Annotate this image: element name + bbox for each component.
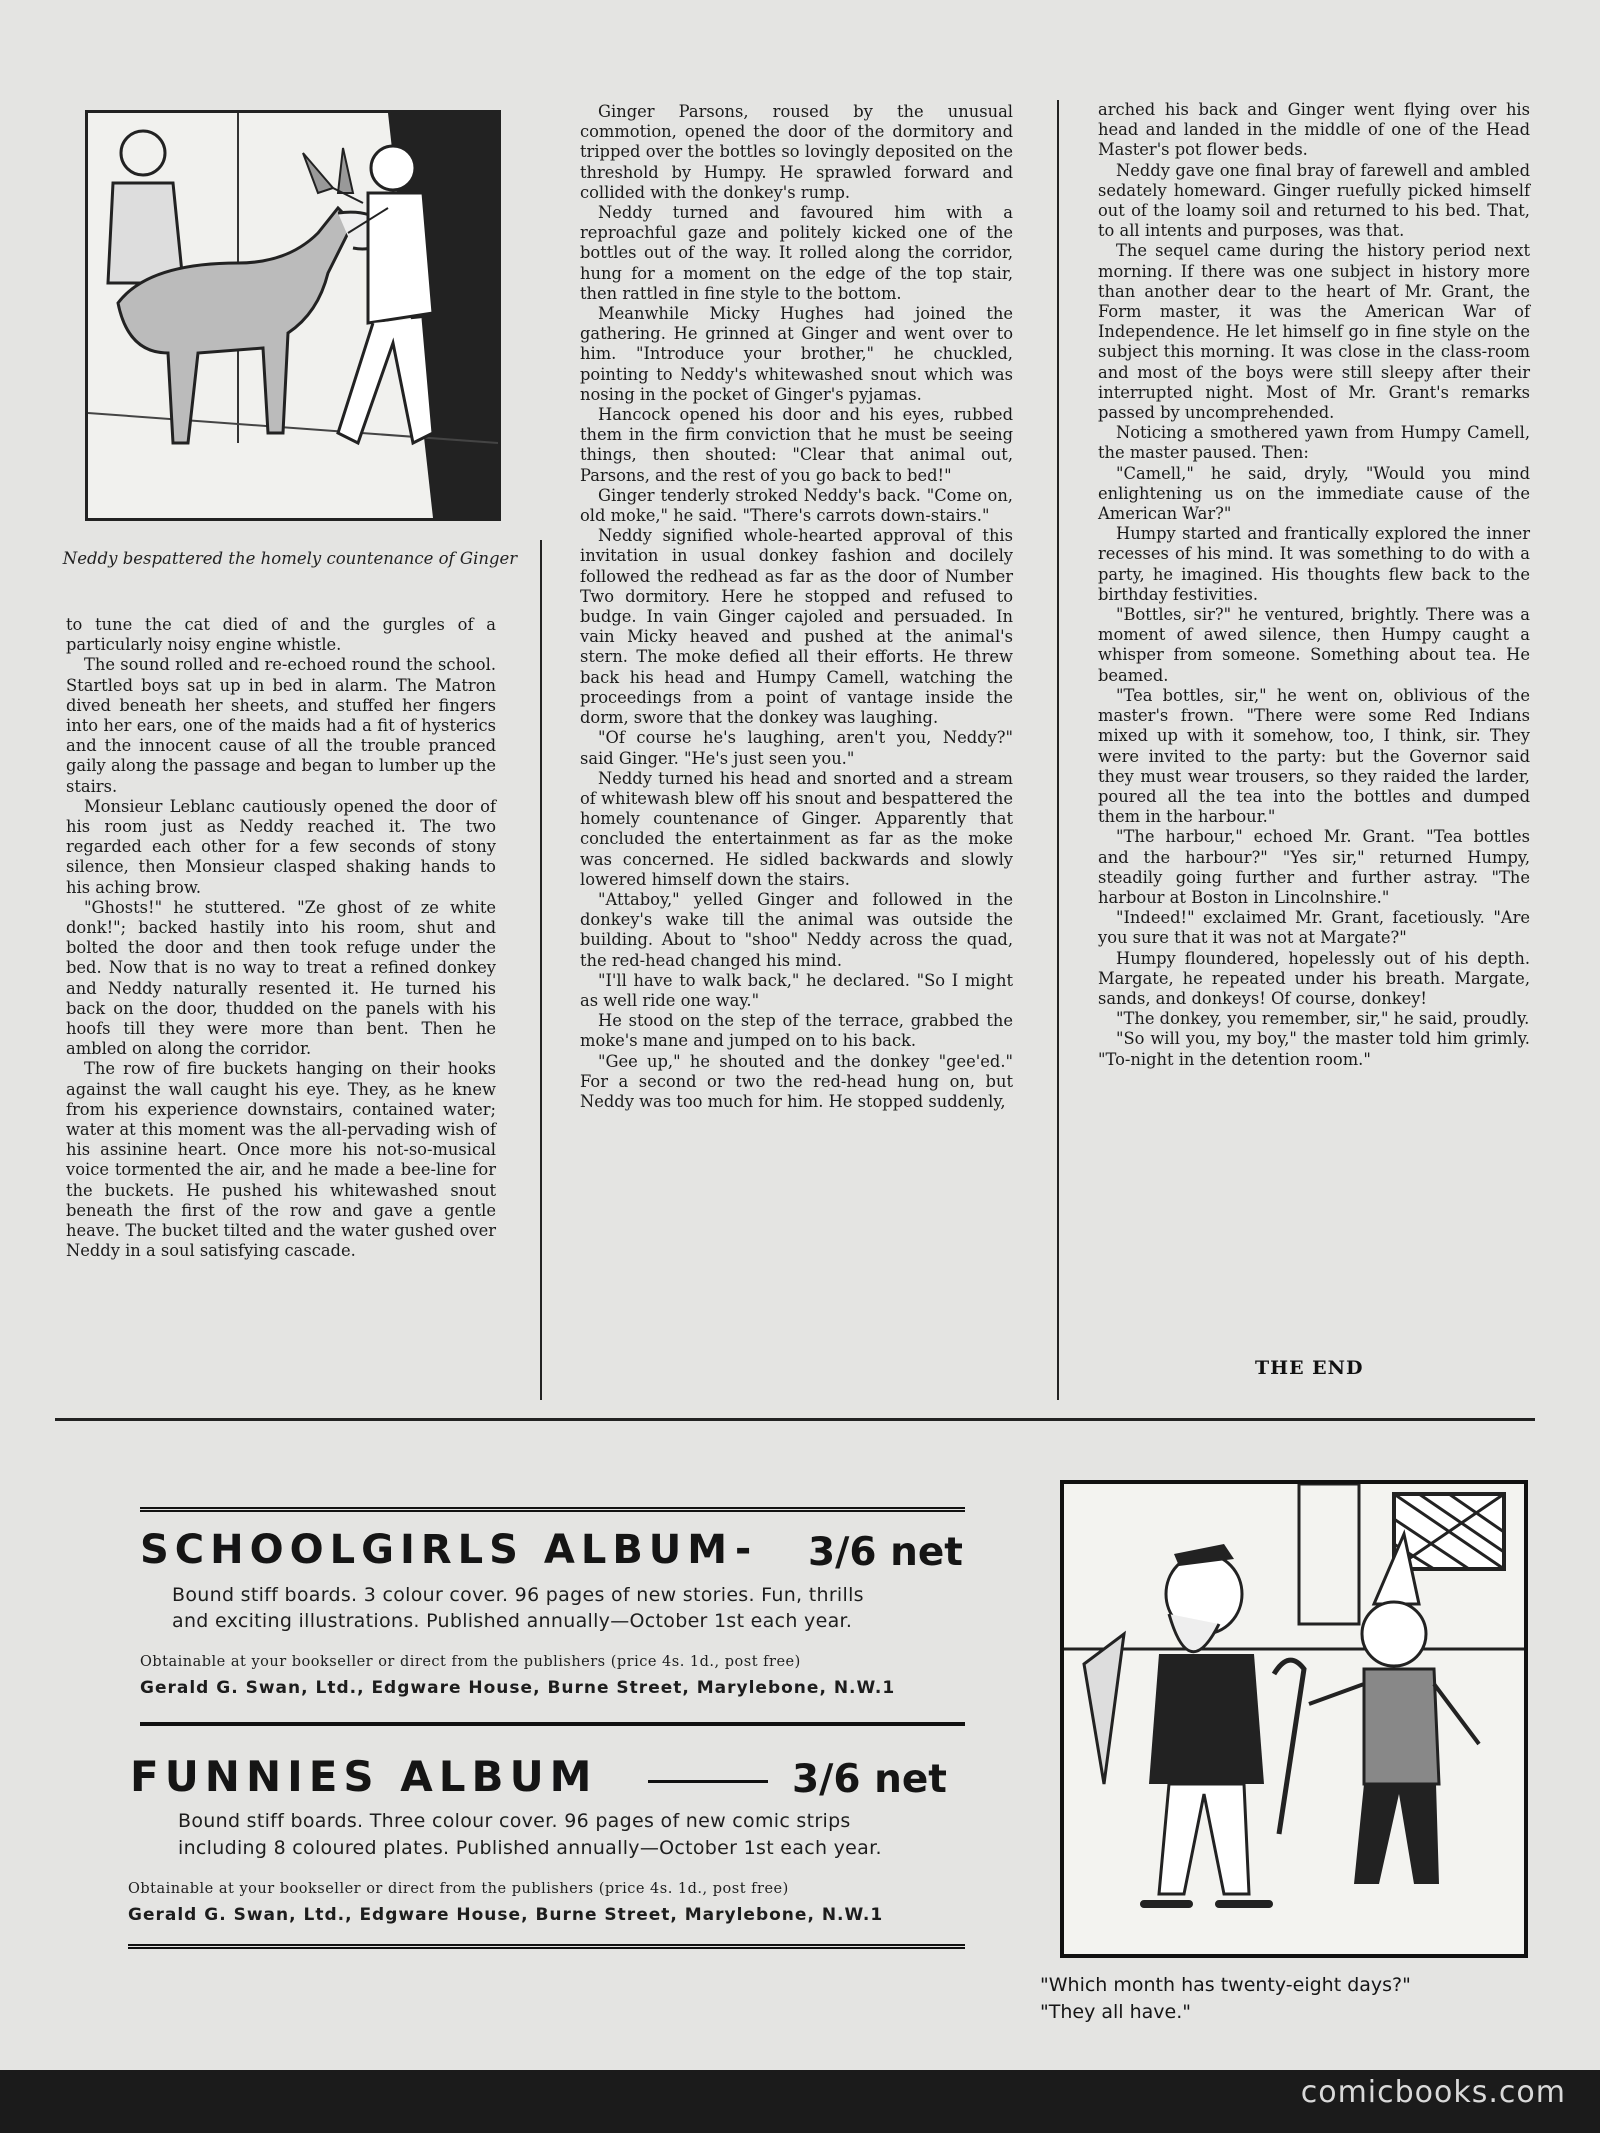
story-column-3 [1098,100,1530,1070]
joke-question: "Which month has twenty-eight days?" [1040,1974,1411,1996]
paragraph: The row of fire buckets hanging on their hooks against the wall caught his eye. They, as he knew from his experience downstairs, contained water; water at this moment was the all-pervading wish of his assinine heart. Once more his not-so-musical voice tormented the air, and he made a bee-line for the buckets. He pushed his whitewashed snout beneath the first of the row and gave a gentle heave. The bucket tilted and the water gushed over Neddy in a soul satisfying cascade. [66,1059,496,1261]
schoolgirls-album-title: SCHOOLGIRLS ALBUM [140,1527,734,1573]
paragraph: "Of course he's laughing, aren't you, Neddy?" said Ginger. "He's just seen you." [580,728,1013,768]
story-column-2 [580,102,1013,1112]
joke-cartoon [1060,1480,1528,1958]
funnies-desc-line-1: Bound stiff boards. Three colour cover. 96 pages of new comic strips [178,1810,851,1832]
site-watermark: comicbooks.com [1300,2075,1566,2110]
paragraph: Meanwhile Micky Hughes had joined the gathering. He grinned at Ginger and went over to him. "Introduce your brother," he chuckled, pointing to Neddy's whitewashed snout which was nosing in the pocket of Ginger's pyjamas. [580,304,1013,404]
joke-text [1040,1972,1560,2026]
schoolgirls-obtain-line: Obtainable at your bookseller or direct from the publishers (price 4s. 1d., post free) [140,1654,801,1670]
schoolgirls-desc-line-2: and exciting illustrations. Published annually—October 1st each year. [172,1610,853,1632]
donkey-drawing [88,113,498,518]
paragraph: The sound rolled and re-echoed round the school. Startled boys sat up in bed in alarm. The Matron dived beneath her sheets, and stuffed her fingers into her ears, one of the maids had a fit of hysterics and the innocent cause of all the trouble pranced gaily along the passage and began to lumber up the stairs. [66,655,496,796]
donkey-illustration [85,110,501,521]
paragraph: Ginger tenderly stroked Neddy's back. "Come on, old moke," he said. "There's carrots down-stairs." [580,485,1013,526]
paragraph: Monsieur Leblanc cautiously opened the door of his room just as Neddy reached it. The two regarded each other for a few seconds of stony silence, then Monsieur clasped shaking hands to his aching brow. [66,796,496,897]
schoolgirls-price: 3/6 net [808,1530,963,1575]
paragraph: Ginger Parsons, roused by the unusual commotion, opened the door of the dormitory and tripped over the bottles so lovingly deposited on the threshold by Humpy. He sprawled forward and collided with the donkey's rump. [580,102,1013,202]
paragraph: "The donkey, you remember, sir," he said, proudly. [1116,1009,1530,1029]
paragraph: Humpy floundered, hopelessly out of his depth. Margate, he repeated under his breath. Margate, sands, and donkeys! Of course, donkey! [1098,948,1530,1008]
illustration-caption: Neddy bespattered the homely countenance of Ginger [62,549,518,568]
paragraph: Neddy turned his head and snorted and a stream of whitewash blew off his snout and bespattered the homely countenance of Ginger. Apparently that concluded the entertainment as far as the moke was concerned. He sidled backwards and slowly lowered himself down the stairs. [580,768,1013,889]
paragraph: "Tea bottles, sir," he went on, oblivious of the master's frown. "There were some Red Indians mixed up with it somehow, too, I think, sir. They were invited to the party: but the Governor said they must wear trousers, so they raided the larder, poured all the tea into the bottles and dumped them in the harbour." [1098,685,1530,827]
paragraph: arched his back and Ginger went flying over his head and landed in the middle of one of the Head Master's pot flower beds. [1098,100,1530,160]
funnies-album-title: FUNNIES ALBUM [130,1752,598,1801]
funnies-obtain-line: Obtainable at your bookseller or direct from the publishers (price 4s. 1d., post free) [128,1881,789,1897]
ad-bottom-rule [128,1944,965,1949]
paragraph: Hancock opened his door and his eyes, rubbed them in the firm conviction that he must be seeing things, then shouted: "Clear that animal out, Parsons, and the rest of you go back to bed!" [580,405,1013,485]
column-rule-right [1057,100,1059,1400]
funnies-desc-line-2: including 8 coloured plates. Published annually—October 1st each year. [178,1837,882,1859]
schoolgirls-desc-line-1: Bound stiff boards. 3 colour cover. 96 pages of new stories. Fun, thrills [172,1584,864,1606]
the-end-label: THE END [1255,1357,1364,1379]
paragraph: He stood on the step of the terrace, grabbed the moke's mane and jumped on to his back. [580,1011,1013,1051]
ad-middle-rule [140,1722,965,1726]
paragraph: "Ghosts!" he stuttered. "Ze ghost of ze white donk!"; backed hastily into his room, shut and bolted the door and then took refuge under the bed. Now that is no way to treat a refined donkey and Neddy naturally resented it. He turned his back on the door, thudded on the panels with his hoofs till they were more than bent. Then he ambled on along the corridor. [66,897,496,1059]
paragraph: Neddy gave one final bray of farewell and ambled sedately homeward. Ginger ruefully picked himself out of the loamy soil and returned to his bed. That, to all intents and purposes, was that. [1098,160,1530,241]
joke-answer: "They all have." [1040,2001,1191,2023]
paragraph: The sequel came during the history period next morning. If there was one subject in history more than another dear to the heart of Mr. Grant, the Form master, it was the American War of Independence. He let himself go in fine style on the subject this morning. It was close in the class-room and most of the boys were still sleepy after their interrupted night. Most of Mr. Grant's remarks passed by uncomprehended. [1098,241,1530,423]
funnies-dash-line [648,1780,768,1783]
story-column-1 [66,615,496,1262]
ad-top-rule [140,1507,965,1512]
paragraph: "The harbour," echoed Mr. Grant. "Tea bottles and the harbour?" "Yes sir," returned Humpy, steadily going further and further astray. "The harbour at Boston in Lincolnshire." [1098,827,1530,907]
funnies-publisher-line: Gerald G. Swan, Ltd., Edgware House, Burne Street, Marylebone, N.W.1 [128,1905,884,1925]
paragraph: "Camell," he said, dryly, "Would you mind enlightening us on the immediate cause of the American War?" [1098,463,1530,524]
funnies-price: 3/6 net [792,1757,947,1802]
schoolgirls-publisher-line: Gerald G. Swan, Ltd., Edgware House, Burne Street, Marylebone, N.W.1 [140,1678,896,1698]
paragraph: "Bottles, sir?" he ventured, brightly. There was a moment of awed silence, then Humpy caught a whisper from someone. Something about tea. He beamed. [1098,605,1530,685]
section-divider [55,1418,1535,1421]
schoolgirls-dash: - [735,1527,752,1572]
paragraph: Neddy turned and favoured him with a reproachful gaze and politely kicked one of the bottles out of the way. It rolled along the corridor, hung for a moment on the edge of the top stair, then rattled in fine style to the bottom. [580,203,1013,303]
paragraph: Neddy signified whole-hearted approval of this invitation in usual donkey fashion and docilely followed the redhead as far as the door of Number Two dormitory. Here he stopped and refused to budge. In vain Ginger cajoled and persuaded. In vain Micky heaved and pushed at the animal's stern. The moke defied all their efforts. He threw back his head and Humpy Camell, watching the proceedings from a point of vantage inside the dorm, swore that the donkey was laughing. [580,526,1013,728]
paragraph: "Gee up," he shouted and the donkey "gee'ed." For a second or two the red-head hung on, but Neddy was too much for him. He stopped suddenly, [580,1051,1013,1111]
cartoon-drawing [1064,1484,1524,1954]
paragraph: Humpy started and frantically explored the inner recesses of his mind. It was something to do with a party, he imagined. His thoughts flew back to the birthday festivities. [1098,524,1530,604]
paragraph: "Attaboy," yelled Ginger and followed in the donkey's wake till the animal was outside the building. About to "shoo" Neddy across the quad, the red-head changed his mind. [580,889,1013,970]
paragraph: "So will you, my boy," the master told him grimly. "To-night in the detention room." [1098,1029,1530,1069]
paragraph: "Indeed!" exclaimed Mr. Grant, facetiously. "Are you sure that it was not at Margate?" [1098,908,1530,948]
paragraph: "I'll have to walk back," he declared. "So I might as well ride one way." [580,970,1013,1010]
paragraph: to tune the cat died of and the gurgles of a particularly noisy engine whistle. [66,615,496,655]
column-rule-left [540,540,542,1400]
paragraph: Noticing a smothered yawn from Humpy Camell, the master paused. Then: [1098,423,1530,463]
